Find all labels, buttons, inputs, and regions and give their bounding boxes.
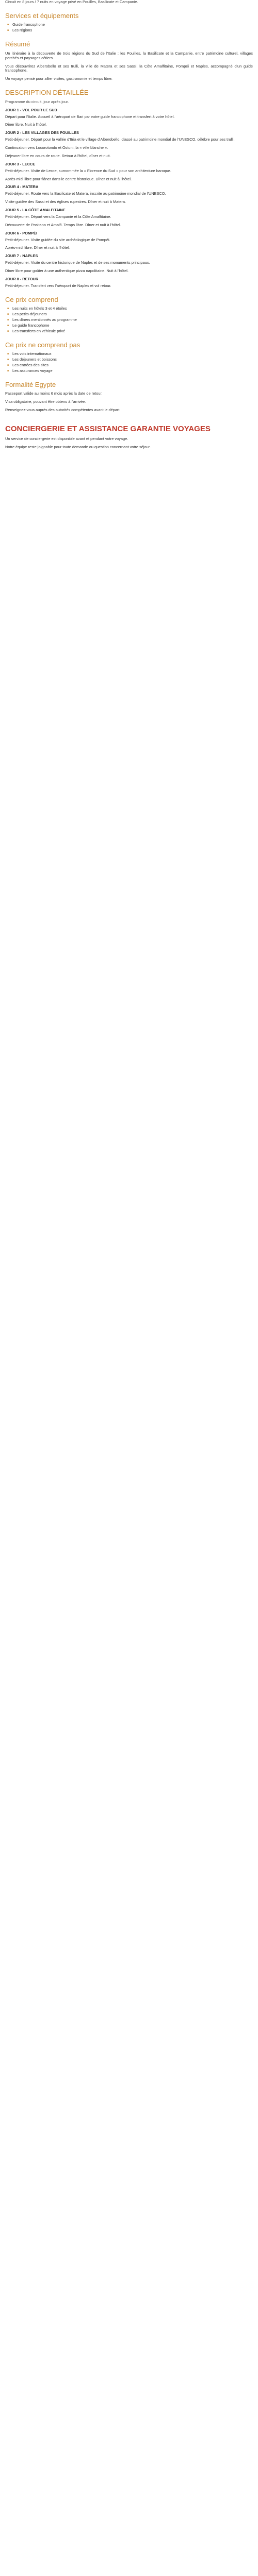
assistance-body <box>5 437 253 450</box>
day-label: JOUR 3 - LECCE <box>5 161 36 166</box>
formalites-paragraph: Passeport valide au moins 6 mois après la date de retour. <box>5 391 103 396</box>
day-label: JOUR 6 - POMPÉI <box>5 230 38 235</box>
included-list <box>5 307 253 333</box>
day-label: JOUR 4 - MATERA <box>5 184 39 190</box>
day-paragraph: Départ pour l'Italie. Accueil à l'aéroport de Bari par votre guide francophone et transfert à votre hôtel. <box>5 114 175 119</box>
formalites-section <box>5 381 253 413</box>
assistance-title: CONCIERGERIE ET ASSISTANCE GARANTIE VOYAGES <box>5 424 211 433</box>
day-paragraph: Continuation vers Locorotondo et Ostuni, la « ville blanche ». <box>5 145 108 150</box>
included-section <box>5 296 253 334</box>
included-title: Ce prix comprend <box>5 295 58 303</box>
excluded-item: ■ Les vols internationaux <box>12 352 253 357</box>
excluded-section <box>5 341 253 374</box>
formalites-body <box>5 392 253 413</box>
services-item: ■ Guide francophone <box>12 23 253 27</box>
day-paragraph: Petit-déjeuner. Visite de Lecce, surnommée la « Florence du Sud » pour son architecture baroque. <box>5 168 171 173</box>
services-list <box>5 23 253 33</box>
day-label: JOUR 7 - NAPLES <box>5 253 38 259</box>
day-paragraph: Dîner libre. Nuit à l'hôtel. <box>5 122 47 127</box>
included-item: ■ Les nuits en hôtels 3 et 4 étoiles <box>12 307 253 311</box>
overview-title: Résumé <box>5 40 30 48</box>
included-item: ■ Les transferts en véhicule privé <box>12 329 253 334</box>
day-paragraph: Petit-déjeuner. Visite guidée du site archéologique de Pompéi. <box>5 237 110 242</box>
services-section <box>5 12 253 33</box>
overview-paragraph: Vous découvrirez Alberobello et ses trulli, la ville de Matera et ses Sassi, la Côte Amalfitaine, Pompéi et Naples, accompagné d'un guide francophone. <box>5 63 253 73</box>
day-label: JOUR 5 - LA CÔTE AMALFITAINE <box>5 208 66 213</box>
services-item: ■ Les régions <box>12 28 253 33</box>
included-item: ■ Les dîners mentionnés au programme <box>12 318 253 323</box>
excluded-item: ■ Les déjeuners et boissons <box>12 358 253 362</box>
day-paragraph: Après-midi libre pour flâner dans le centre historique. Dîner et nuit à l'hôtel. <box>5 176 132 181</box>
excluded-item: ■ Les assurances voyage <box>12 369 253 374</box>
overview-paragraph: Un itinéraire à la découverte de trois régions du Sud de l'Italie : les Pouilles, la Basilicate et la Campanie, entre patrimoine culturel, villages perchés et paysages côtiers. <box>5 50 253 60</box>
program-title: DESCRIPTION DÉTAILLÉE <box>5 89 89 97</box>
day-paragraph: Petit-déjeuner. Départ pour la vallée d'Itria et le village d'Alberobello, classé au patrimoine mondial de l'UNESCO, célèbre pour ses trulli. <box>5 137 235 142</box>
assistance-paragraph: Notre équipe reste joignable pour toute demande ou question concernant votre séjour. <box>5 445 151 450</box>
day-label: JOUR 1 - VOL POUR LE SUD <box>5 107 57 112</box>
services-title: Services et équipements <box>5 11 79 20</box>
day-label: JOUR 8 - RETOUR <box>5 276 39 281</box>
day-paragraph: Petit-déjeuner. Route vers la Basilicate et Matera, inscrite au patrimoine mondial de l'UNESCO. <box>5 191 166 196</box>
day-paragraph: Découverte de Positano et Amalfi. Temps libre. Dîner et nuit à l'hôtel. <box>5 222 121 227</box>
assistance-paragraph: Un service de conciergerie est disponible avant et pendant votre voyage. <box>5 436 128 442</box>
included-item: ■ Le guide francophone <box>12 324 253 328</box>
days-container <box>5 108 253 289</box>
day-paragraph: Petit-déjeuner. Transfert vers l'aéroport de Naples et vol retour. <box>5 283 111 288</box>
included-item: ■ Les petits-déjeuners <box>12 312 253 317</box>
overview-section <box>5 40 253 81</box>
day-paragraph: Visite guidée des Sassi et des églises rupestres. Dîner et nuit à Matera. <box>5 199 126 205</box>
program-subtitle: Programme du circuit, jour après jour. <box>5 99 69 104</box>
day-label: JOUR 2 - LES VILLAGES DES POUILLES <box>5 130 79 135</box>
excluded-title: Ce prix ne comprend pas <box>5 341 80 349</box>
formalites-paragraph: Renseignez-vous auprès des autorités compétentes avant le départ. <box>5 408 121 413</box>
program-section <box>5 89 253 288</box>
excluded-list <box>5 352 253 374</box>
day-paragraph: Dîner libre pour goûter à une authentique pizza napolitaine. Nuit à l'hôtel. <box>5 268 128 274</box>
formalites-paragraph: Visa obligatoire, pouvant être obtenu à l'arrivée. <box>5 399 86 404</box>
day-paragraph: Déjeuner libre en cours de route. Retour à l'hôtel, dîner et nuit. <box>5 153 111 158</box>
overview-paragraph: Un voyage pensé pour allier visites, gastronomie et temps libre. <box>5 76 112 81</box>
excluded-item: ■ Les entrées des sites <box>12 363 253 368</box>
page <box>0 0 258 450</box>
day-paragraph: Petit-déjeuner. Départ vers la Campanie et la Côte Amalfitaine. <box>5 214 111 219</box>
intro-text: Circuit en 8 jours / 7 nuits en voyage privé en Pouilles, Basilicate et Campanie. <box>5 0 138 4</box>
day-paragraph: Petit-déjeuner. Visite du centre historique de Naples et de ses monuments principaux. <box>5 260 150 265</box>
day-paragraph: Après-midi libre. Dîner et nuit à l'hôtel. <box>5 245 70 250</box>
formalites-title: Formalité Egypte <box>5 380 56 388</box>
assistance-section <box>5 424 253 450</box>
